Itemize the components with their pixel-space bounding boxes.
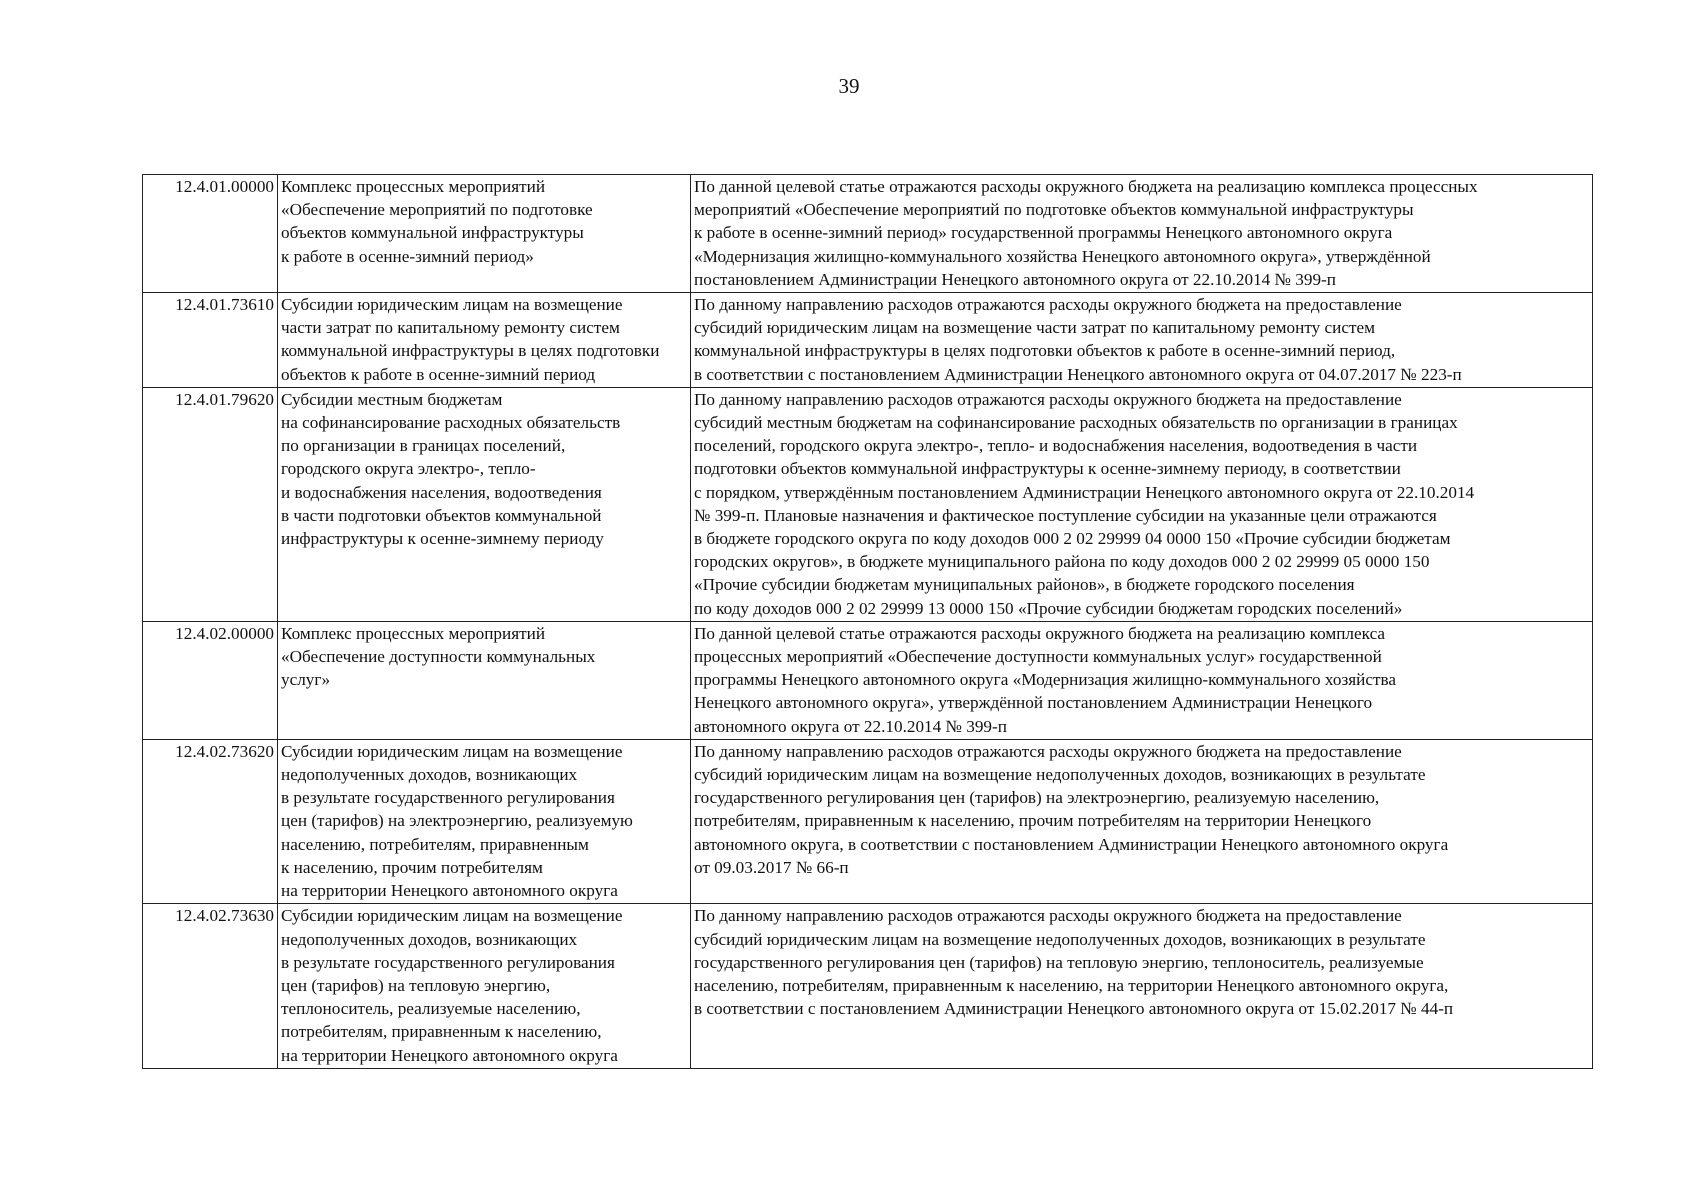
target-article-name: Субсидии юридическим лицам на возмещение части затрат по капитальному ремонту систем коммунальной инфраструктуры в целях подготовки объектов к работе в осенне-зимний период [278, 293, 691, 388]
table-row [143, 739, 1593, 903]
target-article-code: 12.4.01.73610 [143, 293, 278, 388]
target-article-code: 12.4.01.00000 [143, 175, 278, 293]
table-row [143, 904, 1593, 1068]
target-article-name: Субсидии юридическим лицам на возмещение недополученных доходов, возникающих в результате государственного регулирования цен (тарифов) на тепловую энергию, теплоноситель, реализуемые населению, потребителям, приравненным к населению, на территории Ненецкого автономного округа [278, 904, 691, 1068]
target-article-code: 12.4.01.79620 [143, 387, 278, 621]
target-article-name: Субсидии юридическим лицам на возмещение недополученных доходов, возникающих в результате государственного регулирования цен (тарифов) на электроэнергию, реализуемую населению, потребителям, приравненным к населению, прочим потребителям на территории Ненецкого автономного округа [278, 739, 691, 903]
target-article-description: По данной целевой статье отражаются расходы окружного бюджета на реализацию комплекса процессных мероприятий «Обеспечение доступности коммунальных услуг» государственной программы Ненецкого автономного округа «Модернизация жилищно-коммунального хозяйства Ненецкого автономного округа», утверждённой постановлением Администрации Ненецкого автономного округа от 22.10.2014 № 399-п [691, 621, 1593, 739]
target-article-description: По данной целевой статье отражаются расходы окружного бюджета на реализацию комплекса процессных мероприятий «Обеспечение мероприятий по подготовке объектов коммунальной инфраструктуры к работе в осенне-зимний период» государственной программы Ненецкого автономного округа «Модернизация жилищно-коммунального хозяйства Ненецкого автономного округа», утверждённой постановлением Администрации Ненецкого автономного округа от 22.10.2014 № 399-п [691, 175, 1593, 293]
target-article-description: По данному направлению расходов отражаются расходы окружного бюджета на предоставление субсидий юридическим лицам на возмещение недополученных доходов, возникающих в результате государственного регулирования цен (тарифов) на тепловую энергию, теплоноситель, реализуемые населению, потребителям, приравненным к населению, на территории Ненецкого автономного округа, в соответствии с постановлением Администрации Ненецкого автономного округа от 15.02.2017 № 44-п [691, 904, 1593, 1068]
target-article-code: 12.4.02.73620 [143, 739, 278, 903]
target-article-name: Субсидии местным бюджетам на софинансирование расходных обязательств по организации в границах поселений, городского округа электро-, тепло- и водоснабжения населения, водоотведения в части подготовки объектов коммунальной инфраструктуры к осенне-зимнему периоду [278, 387, 691, 621]
target-article-description: По данному направлению расходов отражаются расходы окружного бюджета на предоставление субсидий юридическим лицам на возмещение части затрат по капитальному ремонту систем коммунальной инфраструктуры в целях подготовки объектов к работе в осенне-зимний период, в соответствии с постановлением Администрации Ненецкого автономного округа от 04.07.2017 № 223-п [691, 293, 1593, 388]
target-article-code: 12.4.02.73630 [143, 904, 278, 1068]
page-number: 39 [838, 74, 860, 98]
target-article-description: По данному направлению расходов отражаются расходы окружного бюджета на предоставление субсидий местным бюджетам на софинансирование расходных обязательств по организации в границах поселений, городского округа электро-, тепло- и водоснабжения населения, водоотведения в части подготовки объектов коммунальной инфраструктуры к осенне-зимнему периоду, в соответствии с порядком, утверждённым постановлением Администрации Ненецкого автономного округа от 22.10.2014 № 399-п. Плановые назначения и фактическое поступление субсидии на указанные цели отражаются в бюджете городского округа по коду доходов 000 2 02 29999 04 0000 150 «Прочие субсидии бюджетам городских округов», в бюджете муниципального района по коду доходов 000 2 02 29999 05 0000 150 «Прочие субсидии бюджетам муниципальных районов», в бюджете городского поселения по коду доходов 000 2 02 29999 13 0000 150 «Прочие субсидии бюджетам городских поселений» [691, 387, 1593, 621]
table-row [143, 293, 1593, 388]
table-row [143, 175, 1593, 293]
target-article-code: 12.4.02.00000 [143, 621, 278, 739]
table-row [143, 621, 1593, 739]
target-article-name: Комплекс процессных мероприятий «Обеспечение доступности коммунальных услуг» [278, 621, 691, 739]
table-row [143, 387, 1593, 621]
target-article-description: По данному направлению расходов отражаются расходы окружного бюджета на предоставление субсидий юридическим лицам на возмещение недополученных доходов, возникающих в результате государственного регулирования цен (тарифов) на электроэнергию, реализуемую населению, потребителям, приравненным к населению, прочим потребителям на территории Ненецкого автономного округа, в соответствии с постановлением Администрации Ненецкого автономного округа от 09.03.2017 № 66-п [691, 739, 1593, 903]
budget-classification-table [142, 174, 1593, 1069]
target-article-name: Комплекс процессных мероприятий «Обеспечение мероприятий по подготовке объектов коммунальной инфраструктуры к работе в осенне-зимний период» [278, 175, 691, 293]
